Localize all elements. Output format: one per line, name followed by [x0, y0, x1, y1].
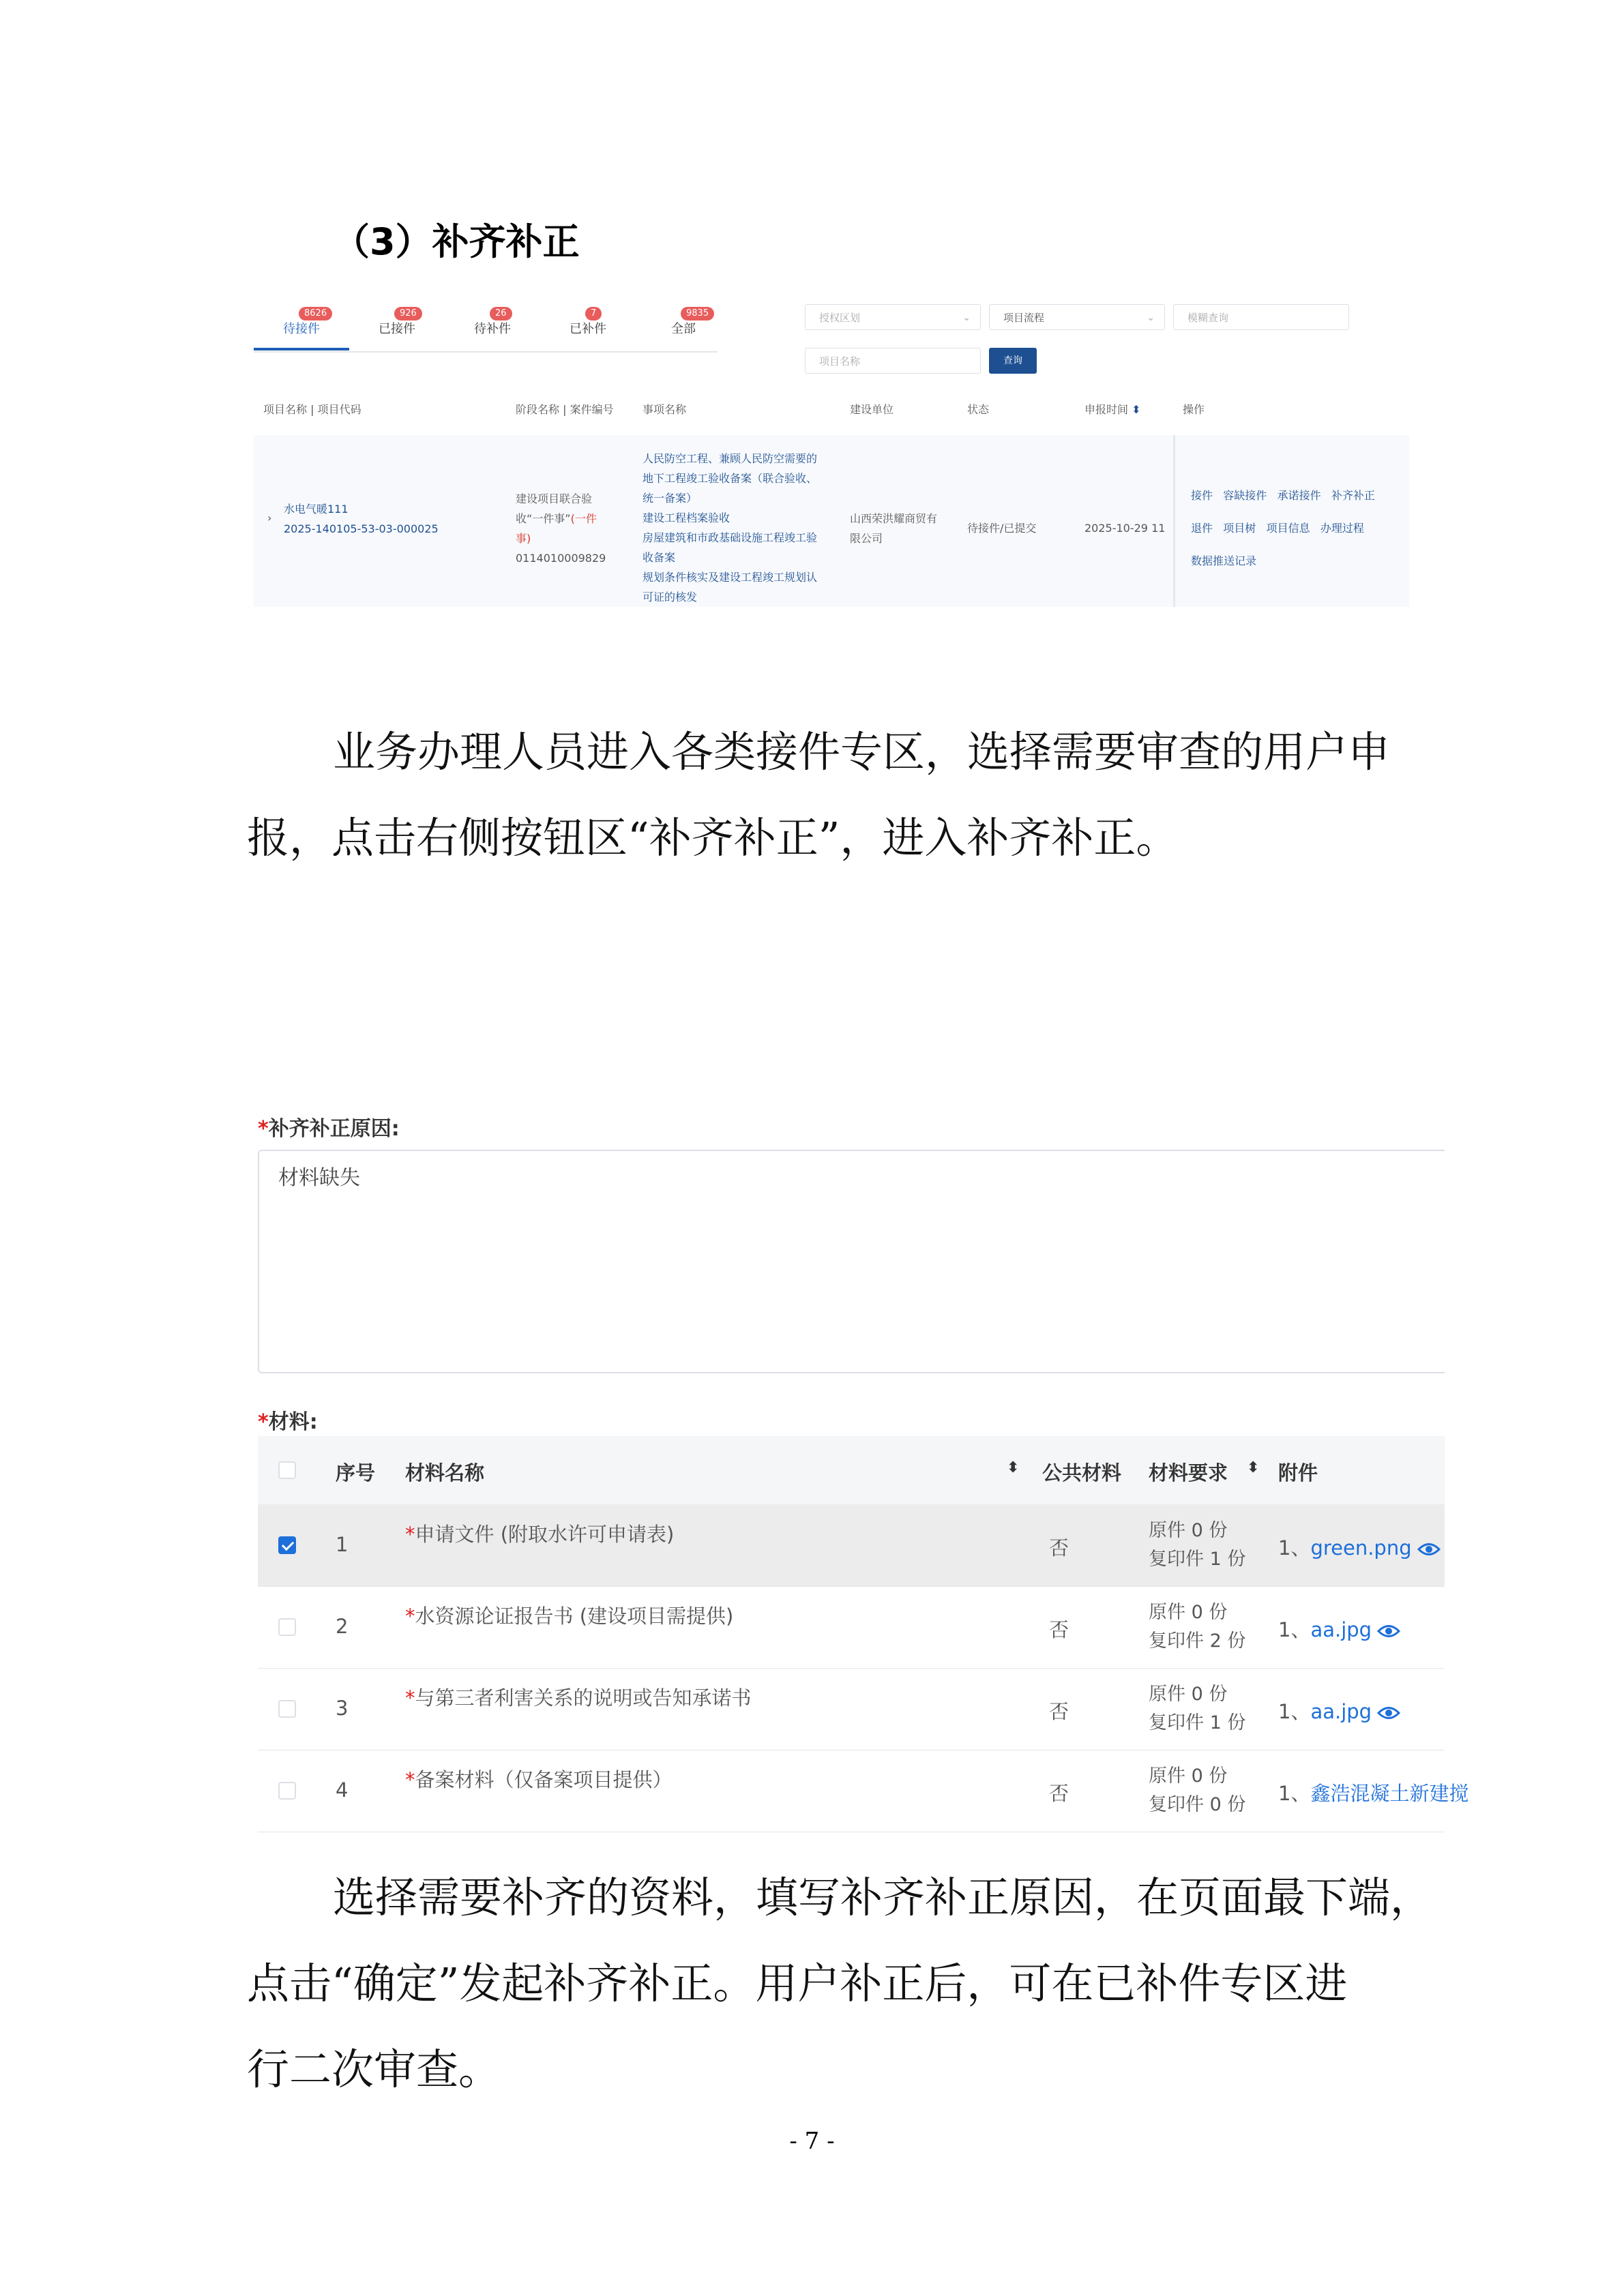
tab-pending-receive[interactable]: [254, 308, 349, 337]
col-matter: 事项名称: [643, 403, 687, 416]
tab-label: 已补件: [570, 322, 606, 336]
col-stage: 阶段名称 | 案件编号: [516, 403, 614, 416]
material-name-text: 申请文件 (附取水许可申请表): [415, 1523, 675, 1546]
material-name: [405, 1765, 673, 1793]
col-ops: 操作: [1183, 403, 1205, 416]
tab-pending-supplement[interactable]: [445, 308, 540, 337]
paragraph-line: 点击“确定”发起补齐补正。用户补正后，可在已补件专区进: [247, 1958, 1348, 2008]
fuzzy-placeholder: 模糊查询: [1187, 312, 1229, 324]
matter-line[interactable]: 地下工程竣工验收备案（联合验收、: [643, 472, 818, 485]
reason-label-text: 补齐补正原因:: [268, 1117, 400, 1141]
tab-label: 全部: [671, 322, 696, 336]
col-requirement: 材料要求: [1149, 1461, 1228, 1485]
stage-tag-2: 事): [516, 532, 531, 545]
region-select[interactable]: [805, 304, 981, 330]
table-row[interactable]: [258, 1750, 1469, 1832]
eye-icon[interactable]: [1377, 1624, 1400, 1639]
project-code: 2025-140105-53-03-000025: [284, 522, 439, 535]
attachment-prefix: 1、: [1278, 1618, 1311, 1641]
unit-name: 山西荣洪耀商贸有: [850, 512, 938, 525]
case-number: 0114010009829: [516, 552, 606, 565]
sort-icon[interactable]: ⬍: [1007, 1459, 1020, 1476]
public-flag: 否: [1049, 1700, 1069, 1723]
tab-label: 待补件: [474, 322, 511, 336]
count-badge: 926: [394, 307, 422, 320]
paragraph-line: 业务办理人员进入各类接件专区，选择需要审查的用户申: [333, 727, 1391, 777]
public-flag: 否: [1049, 1782, 1069, 1805]
attachment-prefix: 1、: [1278, 1536, 1311, 1560]
attachment-link[interactable]: green.png: [1310, 1536, 1412, 1560]
project-name[interactable]: 水电气暖111: [284, 503, 349, 516]
unit-name-2: 限公司: [850, 532, 883, 545]
paragraph-line: 行二次审查。: [247, 2044, 501, 2094]
matter-line[interactable]: 可证的核发: [643, 591, 698, 603]
ops-row-3: [1191, 551, 1256, 571]
original-count: 原件 0 份: [1149, 1684, 1228, 1705]
paragraph-line: 选择需要补齐的资料，填写补齐补正原因，在页面最下端，: [333, 1873, 1433, 1922]
attachment-link[interactable]: aa.jpg: [1310, 1700, 1372, 1723]
col-status: 状态: [967, 403, 990, 416]
attachment-cell: [1278, 1778, 1469, 1806]
region-placeholder: 授权区划: [819, 312, 861, 324]
col-unit: 建设单位: [850, 403, 894, 416]
project-list-screenshot: [254, 300, 1409, 607]
ops-row-1: [1191, 486, 1375, 505]
eye-icon[interactable]: [1377, 1705, 1400, 1720]
count-badge: 7: [585, 307, 602, 320]
required-mark: *: [405, 1686, 415, 1710]
table-row[interactable]: [258, 1668, 1445, 1750]
original-count: 原件 0 份: [1149, 1520, 1228, 1541]
op-return-link[interactable]: 退件: [1191, 522, 1213, 535]
required-mark: *: [405, 1605, 415, 1628]
material-name-text: 与第三者利害关系的说明或告知承诺书: [415, 1686, 752, 1710]
required-mark: *: [405, 1523, 415, 1546]
paragraph-1: [247, 709, 1391, 881]
public-flag: 否: [1049, 1618, 1069, 1641]
row-index: 2: [336, 1615, 349, 1638]
attachment-link[interactable]: 鑫浩混凝土新建搅: [1310, 1782, 1469, 1805]
tab-label: 已接件: [379, 322, 415, 336]
op-supplement-link[interactable]: 补齐补正: [1331, 489, 1375, 502]
active-tab-indicator: [254, 348, 349, 351]
material-name: [405, 1683, 752, 1711]
submit-time: 2025-10-29 11: [1084, 522, 1166, 535]
stage-name: 建设项目联合验: [516, 492, 593, 505]
attachment-cell: [1278, 1615, 1400, 1643]
col-time-label: 申报时间: [1084, 403, 1129, 416]
row-checkbox[interactable]: [278, 1782, 296, 1800]
matter-line[interactable]: 收备案: [643, 551, 676, 564]
count-badge: 8626: [299, 307, 332, 320]
attachment-prefix: 1、: [1278, 1700, 1311, 1723]
op-project-info-link[interactable]: 项目信息: [1266, 522, 1310, 535]
name-placeholder: 项目名称: [819, 355, 861, 368]
col-index: 序号: [336, 1461, 376, 1485]
stage-name-2: [516, 509, 597, 528]
reason-label: [258, 1112, 400, 1142]
material-name: [405, 1519, 674, 1547]
flow-placeholder: 项目流程: [1003, 312, 1045, 324]
copy-count: 复印件 1 份: [1149, 1549, 1246, 1570]
reason-value: 材料缺失: [278, 1166, 360, 1190]
matter-line[interactable]: 房屋建筑和市政基础设施工程竣工验: [643, 531, 818, 544]
copy-count: 复印件 1 份: [1149, 1712, 1246, 1733]
expand-icon[interactable]: ›: [267, 511, 272, 524]
matter-line[interactable]: 规划条件核实及建设工程竣工规划认: [643, 571, 818, 584]
row-checkbox[interactable]: [278, 1700, 296, 1718]
required-mark: *: [258, 1410, 269, 1434]
attachment-cell: [1278, 1697, 1400, 1725]
status-text: 待接件/已提交: [967, 522, 1037, 535]
matter-line[interactable]: 人民防空工程、兼顾人民防空需要的: [643, 452, 818, 465]
fuzzy-search-input[interactable]: [1173, 304, 1349, 330]
material-name: [405, 1601, 733, 1629]
material-name-text: 水资源论证报告书 (建设项目需提供): [415, 1605, 734, 1628]
count-badge: 26: [490, 307, 512, 320]
tab-label: 待接件: [283, 322, 320, 336]
tab-supplemented[interactable]: [540, 308, 636, 337]
stage-tag: (一件: [570, 512, 597, 525]
material-name-text: 备案材料（仅备案项目提供）: [415, 1768, 673, 1791]
op-receive-link[interactable]: 接件: [1191, 489, 1213, 502]
flow-select[interactable]: [989, 304, 1165, 330]
materials-label-text: 材料:: [268, 1410, 318, 1434]
table-row[interactable]: [258, 1504, 1445, 1587]
ops-row-2: [1191, 518, 1364, 538]
chevron-down-icon: ⌄: [1147, 312, 1155, 323]
eye-icon[interactable]: [1417, 1542, 1441, 1557]
copy-count: 复印件 2 份: [1149, 1630, 1246, 1652]
col-public: 公共材料: [1042, 1461, 1122, 1485]
matter-line[interactable]: 建设工程档案验收: [643, 511, 730, 524]
sort-icon[interactable]: ⬍: [1132, 403, 1141, 416]
attachment-prefix: 1、: [1278, 1782, 1311, 1805]
copy-count: 复印件 0 份: [1149, 1794, 1246, 1815]
select-all-checkbox[interactable]: [278, 1461, 296, 1479]
original-count: 原件 0 份: [1149, 1602, 1228, 1623]
original-count: 原件 0 份: [1149, 1765, 1228, 1787]
fixed-column-divider: [1173, 435, 1175, 607]
attachment-cell: [1278, 1533, 1441, 1561]
tab-received[interactable]: [349, 308, 445, 337]
paragraph-2: [247, 1855, 1433, 2113]
row-checkbox[interactable]: [278, 1536, 296, 1554]
row-index: 1: [336, 1533, 349, 1556]
paragraph-line: 报，点击右侧按钮区“补齐补正”，进入补齐补正。: [247, 813, 1179, 863]
op-promise-receive-link[interactable]: 承诺接件: [1277, 489, 1321, 502]
attachment-link[interactable]: aa.jpg: [1310, 1618, 1372, 1641]
query-button[interactable]: 查询: [989, 348, 1037, 374]
required-mark: *: [258, 1117, 269, 1141]
project-name-input[interactable]: [805, 348, 981, 374]
op-project-tree-link[interactable]: 项目树: [1223, 522, 1256, 535]
col-time[interactable]: [1084, 401, 1141, 417]
op-tolerant-receive-link[interactable]: 容缺接件: [1223, 489, 1267, 502]
col-name: 材料名称: [405, 1461, 485, 1485]
table-header: [258, 1436, 1445, 1505]
op-process-link[interactable]: 办理过程: [1320, 522, 1364, 535]
sort-icon[interactable]: ⬍: [1247, 1459, 1260, 1476]
row-index: 4: [336, 1778, 349, 1802]
section-heading: （3）补齐补正: [333, 220, 580, 263]
public-flag: 否: [1049, 1536, 1069, 1560]
col-attachment: 附件: [1278, 1461, 1318, 1485]
table-row[interactable]: [258, 1586, 1445, 1669]
stage-name-text: 收“一件事”: [516, 512, 571, 525]
tab-all[interactable]: [636, 308, 731, 337]
op-push-record-link[interactable]: 数据推送记录: [1191, 554, 1257, 567]
tab-bar: [254, 300, 718, 353]
count-badge: 9835: [681, 307, 714, 320]
materials-label: [258, 1405, 318, 1435]
reason-textarea[interactable]: [258, 1150, 1445, 1373]
chevron-down-icon: ⌄: [962, 312, 971, 323]
matter-line[interactable]: 统一备案）: [643, 492, 698, 505]
required-mark: *: [405, 1768, 415, 1791]
col-project: 项目名称 | 项目代码: [263, 403, 361, 416]
page-number: - 7 -: [789, 2128, 835, 2155]
row-checkbox[interactable]: [278, 1618, 296, 1636]
row-index: 3: [336, 1697, 349, 1720]
